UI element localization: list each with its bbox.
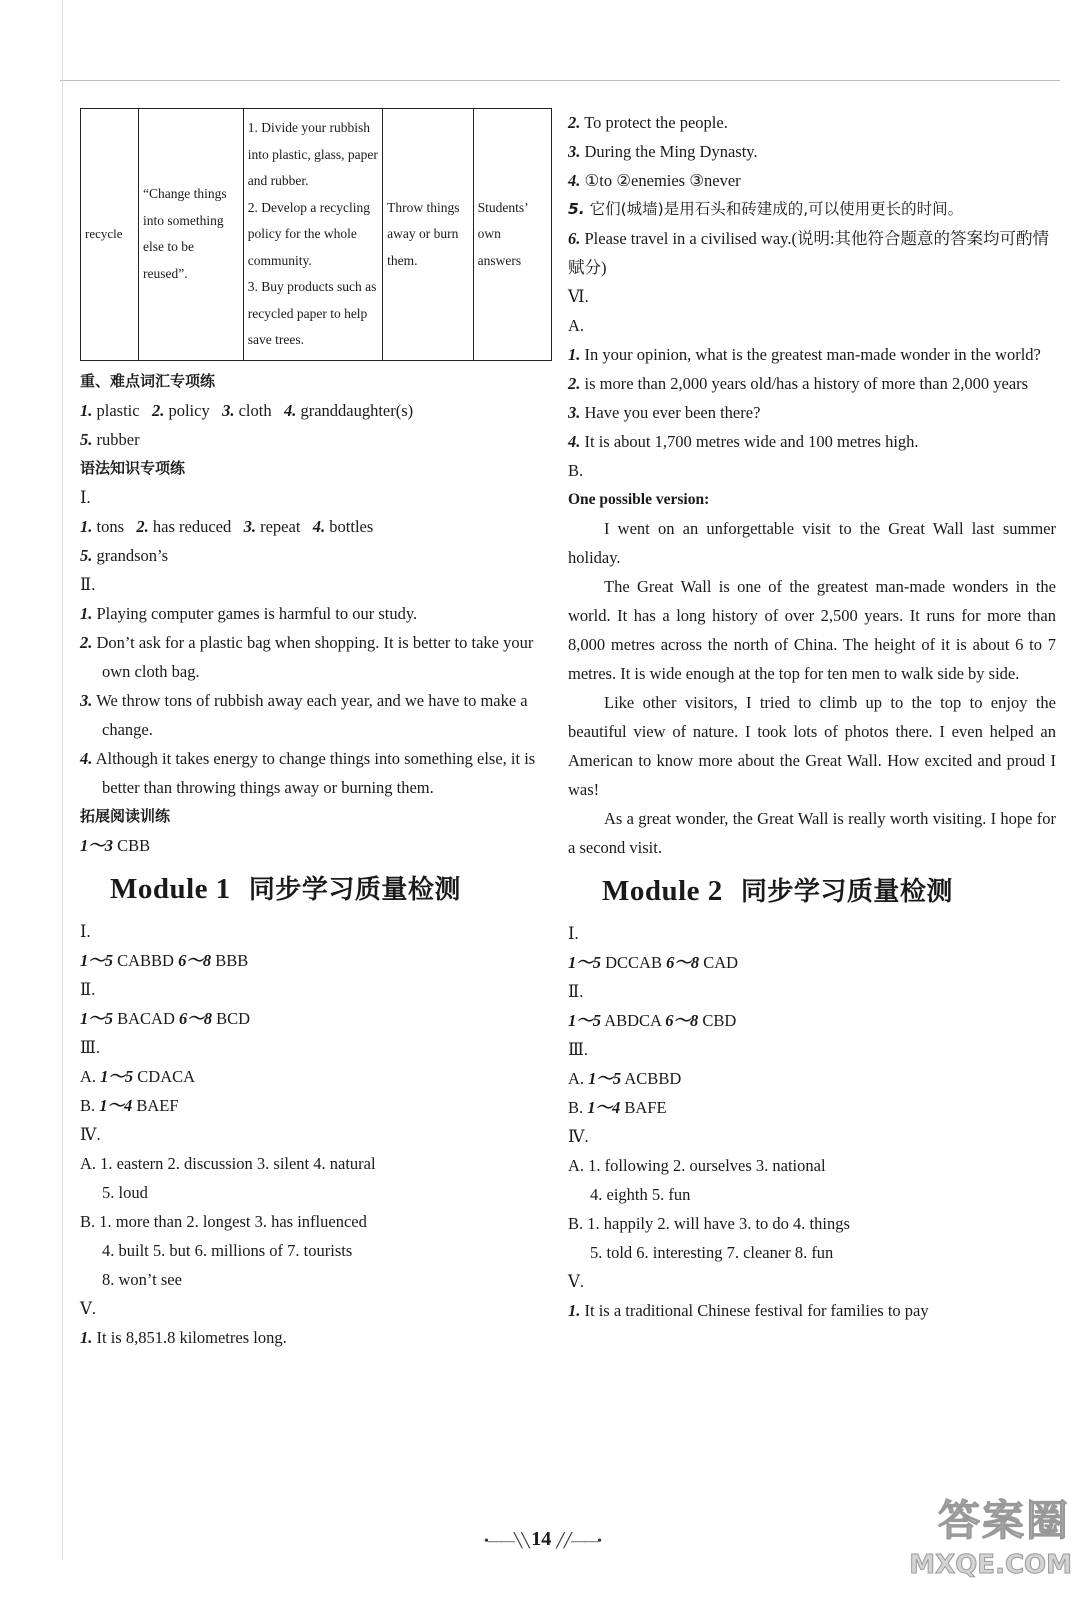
answer-line: 5. loud [102,1182,148,1202]
action-item: 1. Divide your rubbish into plastic, glass, paper and rubber. [247,120,378,188]
action-item: 3. Buy products such as recycled paper to help save trees. [247,279,377,347]
answer-line: A. 1. eastern 2. discussion 3. silent 4. natural [80,1153,376,1173]
list-item: 4. Although it takes energy to change things into something else, it is better than throwing things away or burning them. [80,748,536,797]
answer-line: 4. built 5. but 6. millions of 7. tourists [102,1240,353,1260]
grammar-heading: 语法知识专项练 [80,458,186,477]
answer-line: A. 1～5 CDACA [80,1066,196,1086]
section-label: B. [568,461,584,480]
list-item: 2. To protect the people. [568,113,728,132]
table-cell-meaning: “Change things into something else to be reused”. [138,109,243,361]
section-label: Ⅳ. [80,1124,101,1144]
list-item: 2. is more than 2,000 years old/has a history of more than 2,000 years [568,374,1029,393]
table-cell-actions [243,109,382,361]
section-label: Ⅵ. [568,287,589,306]
section-label: Ⅱ. [80,979,96,999]
section-label: Ⅰ. [568,924,579,943]
table-cell-opposite: Throw things away or burn them. [383,109,474,361]
recycle-table [80,108,552,361]
answer-line: 1～5 ABDCA 6～8 CBD [568,1011,737,1030]
list-item: 3. During the Ming Dynasty. [568,142,758,161]
section-label: Ⅰ. [80,487,91,507]
right-column [568,108,1056,1325]
table-cell-own: Students’ own answers [473,109,551,361]
grammar-line-2: 5. grandson’s [80,545,168,565]
list-item: 1. In your opinion, what is the greatest man-made wonder in the world? [568,345,1041,364]
left-column [80,108,558,1352]
watermark-url: MXQE.COM [909,1550,1072,1580]
list-item: 4. ①to ②enemies ③never [568,171,741,190]
section-label: Ⅴ. [80,1298,97,1318]
section-label: Ⅱ. [568,982,584,1001]
ornament-left-icon: •——╲╲ [483,1534,532,1549]
section-label: Ⅳ. [568,1127,589,1146]
action-item: 2. Develop a recycling policy for the whole community. [247,199,370,268]
answer-line: 1～5 DCCAB 6～8 CAD [568,953,739,972]
answer-line: B. 1～4 BAFE [568,1098,667,1117]
answer-line: 4. eighth 5. fun [590,1185,691,1204]
module1-title: Module 1 同步学习质量检测 [110,872,461,905]
grammar-line-1: 1. tons 2. has reduced 3. repeat 4. bottles [80,516,374,536]
table-cell-word: recycle [81,109,139,361]
reading-heading: 拓展阅读训练 [80,806,171,825]
answer-line: 1～5 CABBD 6～8 BBB [80,950,249,970]
answer-line: A. 1. following 2. ourselves 3. national [568,1156,826,1175]
table-row [81,109,552,361]
answer-line: B. 1～4 BAEF [80,1095,179,1115]
answer-line: 8. won’t see [102,1269,182,1289]
top-rule [60,80,1060,81]
answer-line: B. 1. more than 2. longest 3. has influenced [80,1211,367,1231]
list-item: 2. Don’t ask for a plastic bag when shopping. It is better to take your own cloth bag. [80,632,534,681]
section-label: Ⅰ. [80,921,91,941]
reading-answers: 1～3 CBB [80,835,151,855]
essay-paragraph: As a great wonder, the Great Wall is really worth visiting. I hope for a second visit. [568,809,1056,857]
section-label: Ⅴ. [568,1272,585,1291]
answer-line: 1～5 BACAD 6～8 BCD [80,1008,251,1028]
vocab-line-2: 5. rubber [80,429,140,449]
essay-paragraph: The Great Wall is one of the greatest man-made wonders in the world. It has a long history of over 2,500 years. It runs for more than 8,000 metres across the north of China. The height of it is about 6 to 7 metres. It is wide enough at the top for ten men to walk side by side. [568,577,1056,683]
answer-line: 1. It is a traditional Chinese festival for families to pay [568,1301,929,1320]
section-label: A. [568,316,585,335]
margin-line [62,0,63,1560]
vocab-heading: 重、难点词汇专项练 [80,371,216,390]
list-item: 5. 它们(城墙)是用石头和砖建成的,可以使用更长的时间。 [568,200,964,218]
list-item: 3. Have you ever been there? [568,403,761,422]
vocab-line-1: 1. plastic 2. policy 3. cloth 4. granddaughter(s) [80,400,414,420]
list-item: 3. We throw tons of rubbish away each year, and we have to make a change. [80,690,528,739]
answer-line: A. 1～5 ACBBD [568,1069,682,1088]
answer-line: B. 1. happily 2. will have 3. to do 4. things [568,1214,850,1233]
watermark [900,1488,1080,1598]
answer-line: 1. It is 8,851.8 kilometres long. [80,1327,287,1347]
ornament-right-icon: ╱╱——• [556,1534,602,1549]
essay-paragraph: Like other visitors, I tried to climb up to the top to enjoy the beautiful view of nature. I took lots of photos there. I even helped an American to know more about the Great Wall. How excited and proud I was! [568,693,1056,799]
list-item: 1. Playing computer games is harmful to our study. [80,603,418,623]
section-label: Ⅲ. [568,1040,589,1059]
list-item: 4. It is about 1,700 metres wide and 100 metres high. [568,432,919,451]
section-label: Ⅲ. [80,1037,101,1057]
section-label: Ⅱ. [80,574,96,594]
essay-paragraph: I went on an unforgettable visit to the Great Wall last summer holiday. [568,519,1056,567]
page-number: 14 [531,1528,552,1550]
answer-line: 5. told 6. interesting 7. cleaner 8. fun [590,1243,834,1262]
list-item: 6. Please travel in a civilised way.(说明:其他符合题意的答案均可酌情赋分) [568,229,1050,277]
watermark-logo: 答案圈 [937,1496,1070,1545]
version-heading: One possible version: [568,491,710,508]
module2-title: Module 2 同步学习质量检测 [602,875,953,907]
